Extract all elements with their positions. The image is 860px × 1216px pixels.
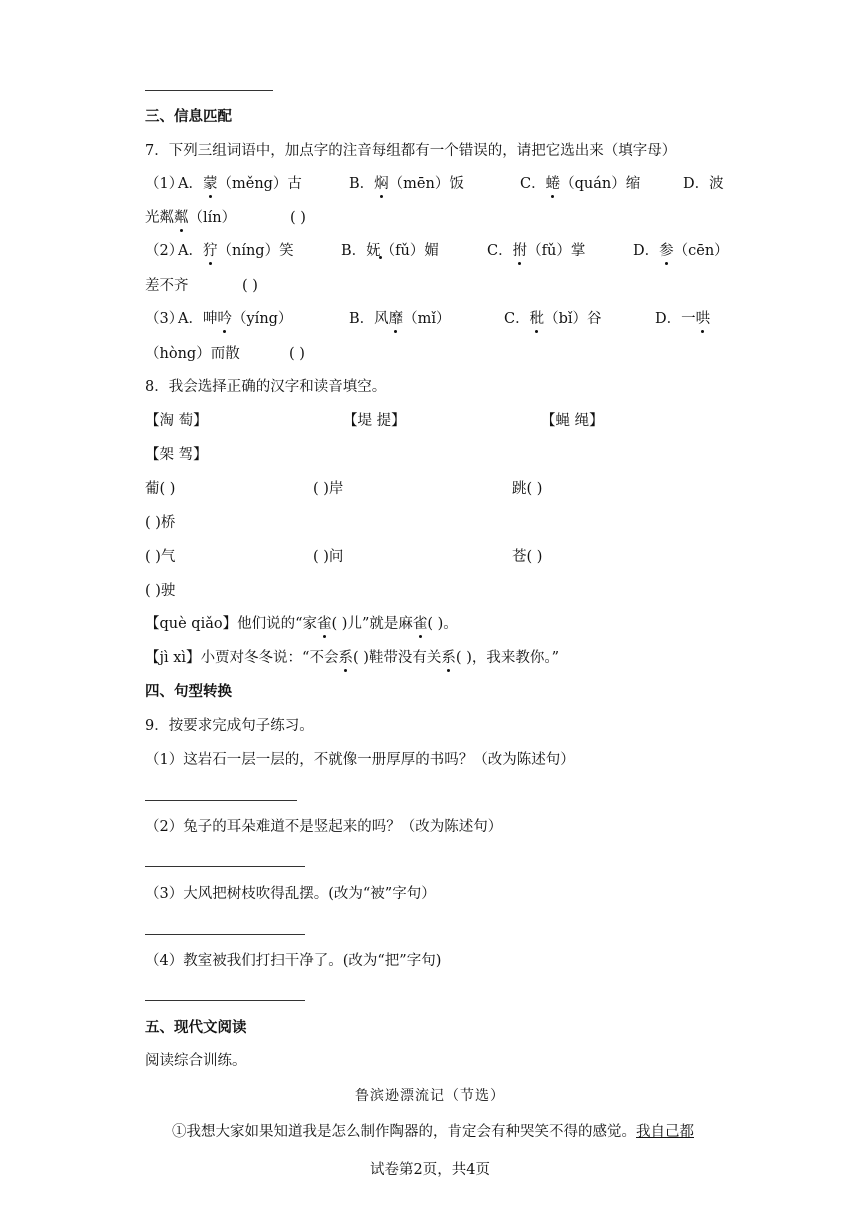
q7-g2-option-a: A．狞（níng）笑 [178, 243, 294, 259]
q9-answer-line-2[interactable] [145, 866, 305, 867]
q8-fill-putao[interactable]: 葡( ) [145, 481, 176, 497]
q7-group-3-num: （3） [145, 311, 184, 327]
q9-item-4: （4）教室被我们打扫干净了。(改为“把”字句) [145, 953, 442, 969]
q8-choice-4: 【架 驾】 [145, 447, 208, 463]
q8-fill-tiao[interactable]: 跳( ) [512, 481, 543, 497]
q7-g3-option-c: C．秕（bǐ）谷 [504, 311, 602, 327]
q8-fill-qiao[interactable]: ( )桥 [145, 515, 176, 531]
page-footer: 试卷第2页，共4页 [370, 1162, 490, 1178]
q7-g2-option-d-cont: 差不齐 [145, 278, 189, 294]
q8-fill-cang[interactable]: 苍( ) [512, 549, 543, 565]
q7-g2-option-c: C．拊（fǔ）掌 [487, 243, 586, 259]
q7-g1-option-a: A．蒙（měng）古 [178, 176, 302, 192]
q8-fill-qi[interactable]: ( )气 [145, 549, 176, 565]
q8-fill-an[interactable]: ( )岸 [313, 481, 344, 497]
q8-ji-line: 【jì xì】小贾对冬冬说：“不会系( )鞋带没有关系( )，我来教你。” [145, 650, 560, 666]
answer-line-top [145, 90, 273, 91]
q9-answer-line-1[interactable] [145, 800, 297, 801]
q7-g3-option-d: D．一哄 [655, 311, 711, 327]
section-heading-3: 三、信息匹配 [145, 109, 232, 125]
question-9-title: 9．按要求完成句子练习。 [145, 718, 314, 734]
reading-paragraph-1: ①我想大家如果知道我是怎么制作陶器的，肯定会有种哭笑不得的感觉。我自己都 [172, 1124, 694, 1140]
q7-g1-answer-blank[interactable]: ( ) [290, 210, 306, 226]
reading-title: 鲁滨逊漂流记（节选） [355, 1088, 505, 1104]
q7-g2-option-d: D．参（cēn） [633, 243, 729, 259]
q7-g2-answer-blank[interactable]: ( ) [242, 278, 258, 294]
q8-choice-2: 【堤 提】 [343, 413, 406, 429]
q7-g3-option-d-cont: （hòng）而散 [145, 346, 240, 362]
q7-g1-option-c: C．蜷（quán）缩 [520, 176, 641, 192]
q9-answer-line-3[interactable] [145, 934, 305, 935]
q9-item-2: （2）兔子的耳朵难道不是竖起来的吗？（改为陈述句） [145, 819, 503, 835]
q7-group-1-num: （1） [145, 176, 184, 192]
q7-g1-option-d: D．波 [683, 176, 724, 192]
q9-item-3: （3）大风把树枝吹得乱摆。(改为“被”字句） [145, 886, 436, 902]
q7-g3-answer-blank[interactable]: ( ) [289, 346, 305, 362]
reading-intro: 阅读综合训练。 [145, 1053, 247, 1069]
section-heading-5: 五、现代文阅读 [145, 1020, 247, 1036]
q9-answer-line-4[interactable] [145, 1000, 305, 1001]
q7-group-2-num: （2） [145, 243, 184, 259]
q8-fill-wen[interactable]: ( )问 [313, 549, 344, 565]
q8-fill-shi[interactable]: ( )驶 [145, 583, 176, 599]
q7-g3-option-b: B．风靡（mǐ） [349, 311, 451, 327]
q7-g1-option-b: B．焖（mēn）饭 [349, 176, 464, 192]
q7-g1-option-d-cont: 光粼粼（lín） [145, 210, 237, 226]
q7-g3-option-a: A．呻吟（yíng） [178, 311, 293, 327]
q8-choice-1: 【淘 萄】 [145, 413, 208, 429]
q8-que-line: 【què qiǎo】他们说的“家雀( )儿”就是麻雀( )。 [145, 616, 458, 632]
section-heading-4: 四、句型转换 [145, 684, 232, 700]
q8-choice-3: 【蝇 绳】 [541, 413, 604, 429]
question-7-title: 7．下列三组词语中，加点字的注音每组都有一个错误的，请把它选出来（填字母） [145, 143, 677, 159]
q9-item-1: （1）这岩石一层一层的，不就像一册厚厚的书吗？（改为陈述句） [145, 752, 575, 768]
q7-g2-option-b: B．妩（fǔ）媚 [341, 243, 439, 259]
question-8-title: 8．我会选择正确的汉字和读音填空。 [145, 379, 387, 395]
